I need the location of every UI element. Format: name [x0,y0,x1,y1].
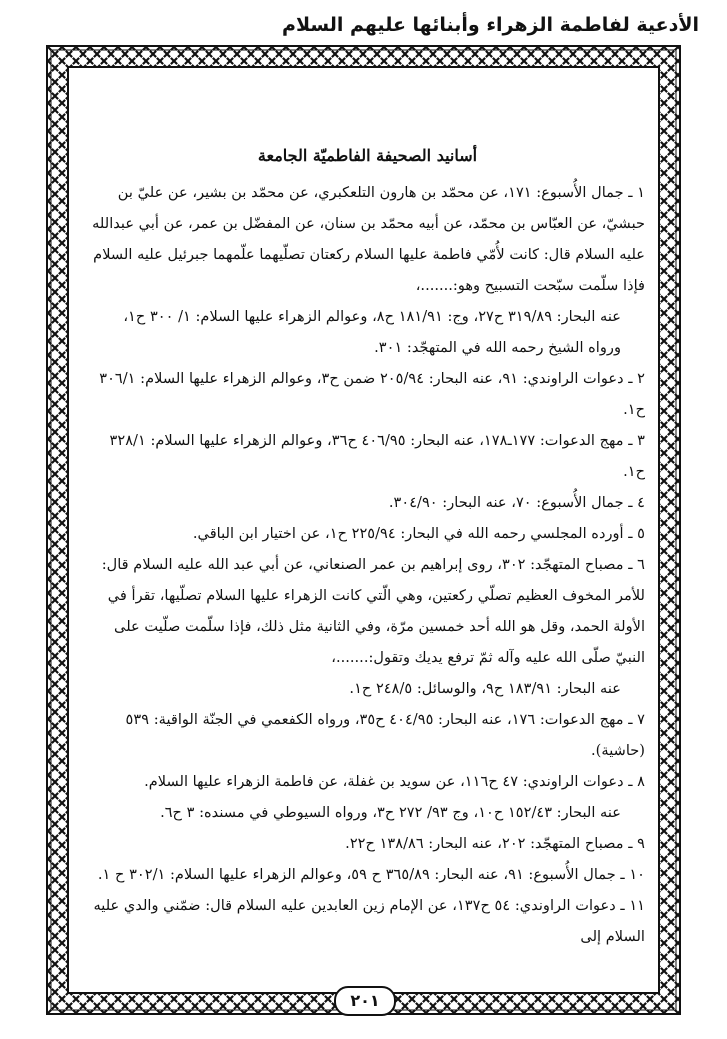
running-head: الأدعية لفاطمة الزهراء وأبنائها عليهم السلام [282,14,699,36]
entry-text: ٢ ـ دعوات الراوندي: ٩١، عنه البحار: ٢٠٥/٩٤ ضمن ح٣، وعوالم الزهراء عليها السلام: ٣٠٦/١ ح١. [99,370,645,418]
entry-text: ٥ ـ أورده المجلسي رحمه الله في البحار: ٢٢٥/٩٤ ح١، عن اختيار ابن الباقي. [192,525,645,542]
entry-text: ٧ ـ مهج الدعوات: ١٧٦، عنه البحار: ٤٠٤/٩٥ ح٣٥، ورواه الكفعمي في الجنّة الواقية: ٥٣٩ (حاشية). [125,711,645,759]
source-entry [90,425,645,487]
entry-note: عنه البحار: ٣١٩/٨٩ ح٢٧، وج: ١٨١/٩١ ح٨، وعوالم الزهراء عليها السلام: ١/ ٣٠٠ ح١، ورواه الشيخ رحمه الله في المتهجّد: ٣٠١. [123,308,621,356]
source-entry [90,704,645,766]
source-entry [90,828,645,859]
source-entry [90,549,645,704]
entry-text: ١٠ ـ جمال الأُسبوع: ٩١، عنه البحار: ٣٦٥/٨٩ ح ٥٩، وعوالم الزهراء عليها السلام: ٣٠٢/١ ح ١. [97,866,645,883]
entry-text: ٤ ـ جمال الأُسبوع: ٧٠، عنه البحار: ٣٠٤/٩٠. [388,494,645,511]
entry-note: عنه البحار: ١٨٣/٩١ ح٩، والوسائل: ٢٤٨/٥ ح١. [349,680,621,697]
source-entry [90,487,645,518]
entry-text: ١١ ـ دعوات الراوندي: ٥٤ ح١٣٧، عن الإمام زين العابدين عليه السلام قال: ضمّني والدي عليه السلام إلى [93,897,645,945]
entry-text: ١ ـ جمال الأُسبوع: ١٧١، عن محمّد بن هارون التلعكبري، عن محمّد بن بشير، عن عليّ بن حبشيّ، عن العبّاس بن محمّد، عن أبيه محمّد بن سنان، عن المفضّل بن عمر، عن أبي عبدالله عليه السلام قال: كانت لأُمّي فاطمة عليها السلام ركعتان تصلّيهما علّمهما جبرئيل عليه السلام فإذا سلّمت سبّحت التسبيح وهو:.......، [92,184,645,294]
entry-text: ٦ ـ مصباح المتهجّد: ٣٠٢، روى إبراهيم بن عمر الصنعاني، عن أبي عبد الله عليه السلام قال: للأمر المخوف العظيم تصلّي ركعتين، وهي الّتي كانت الزهراء عليها السلام تصلّيها، تقرأ في الأولة الحمد، وقل هو الله أحد خمسين مرّة، وفي الثانية مثل ذلك، فإذا سلّمت صلّيت على النبيّ صلّى الله عليه وآله ثمّ ترفع يديك وتقول:.......، [101,556,645,666]
source-entry [90,859,645,890]
entry-text: ٩ ـ مصباح المتهجّد: ٢٠٢، عنه البحار: ١٣٨/٨٦ ح٢٢. [345,835,645,852]
source-entry [90,518,645,549]
entry-text: ٨ ـ دعوات الراوندي: ٤٧ ح١١٦، عن سويد بن غفلة، عن فاطمة الزهراء عليها السلام. [144,773,645,790]
entry-note: عنه البحار: ١٥٢/٤٣ ح١٠، وج ٩٣/ ٢٧٢ ح٣، ورواه السيوطي في مسنده: ٣ ح٦. [160,804,621,821]
entry-text: ٣ ـ مهج الدعوات: ١٧٧ـ١٧٨، عنه البحار: ٤٠٦/٩٥ ح٣٦، وعوالم الزهراء عليها السلام: ٣٢٨/١ ح١. [109,432,645,480]
source-entry [90,890,645,952]
page-content [90,140,645,952]
page-number: ٢٠١ [334,986,396,1016]
section-heading: أسانيد الصحيفة الفاطميّة الجامعة [257,146,478,165]
source-entry [90,766,645,828]
source-entry [90,363,645,425]
source-entry [90,177,645,363]
